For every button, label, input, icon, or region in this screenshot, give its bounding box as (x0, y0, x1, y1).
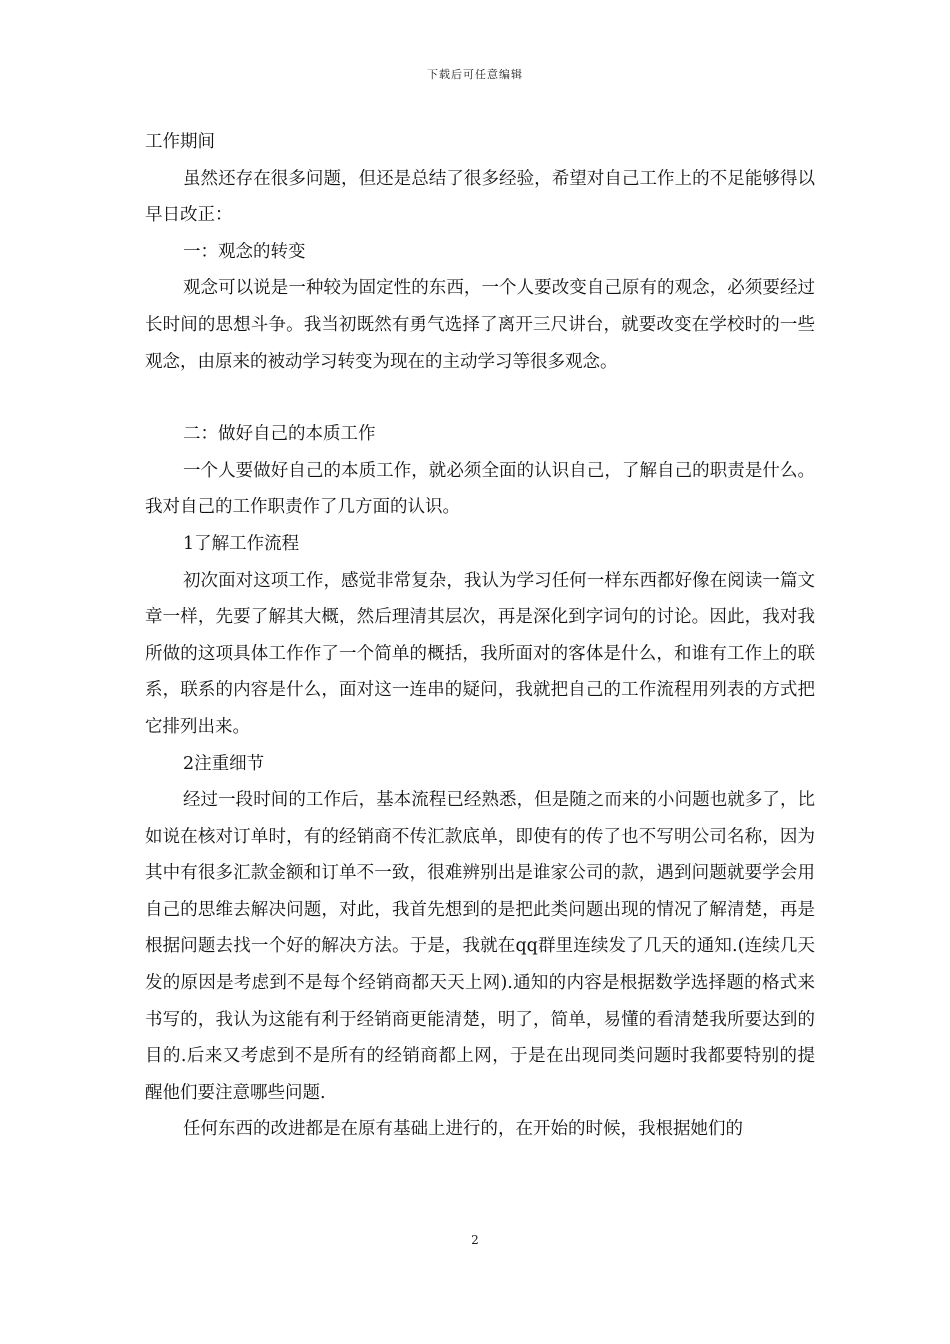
document-body (145, 124, 815, 1148)
paragraph-3: 观念可以说是一种较为固定性的东西，一个人要改变自己原有的观念，必须要经过长时间的思想斗争。我当初既然有勇气选择了离开三尺讲台，就要改变在学校时的一些观念，由原来的被动学习转变为现在的主动学习等很多观念。 (145, 278, 815, 372)
subheading-1: 1了解工作流程 (183, 533, 300, 554)
paragraph-6: 经过一段时间的工作后，基本流程已经熟悉，但是随之而来的小问题也就多了，比如说在核对订单时，有的经销商不传汇款底单，即使有的传了也不写明公司名称，因为其中有很多汇款金额和订单不一致，很难辨别出是谁家公司的款，遇到问题就要学会用自己的思维去解决问题，对此，我首先想到的是把此类问题出现的情况了解清楚，再是根据问题去找一个好的解决方法。于是，我就在qq群里连续发了几天的通知.(连续几天发的原因是考虑到不是每个经销商都天天上网).通知的内容是根据数学选择题的格式来书写的，我认为这能有利于经销商更能清楚，明了，简单，易懂的看清楚我所要达到的目的.后来又考虑到不是所有的经销商都上网，于是在出现同类问题时我都要特别的提醒他们要注意哪些问题. (145, 790, 815, 1103)
page-number: 2 (471, 1233, 479, 1247)
paragraph-2: 虽然还存在很多问题，但还是总结了很多经验，希望对自己工作上的不足能够得以早日改正： (145, 168, 815, 226)
section-heading-2: 二：做好自己的本质工作 (183, 424, 376, 445)
paragraph-4: 一个人要做好自己的本质工作，就必须全面的认识自己，了解自己的职责是什么。我对自己的工作职责作了几方面的认识。 (145, 460, 815, 518)
blank-line (145, 380, 815, 416)
section-heading-1: 一：观念的转变 (183, 241, 306, 262)
paragraph-1: 工作期间 (145, 132, 215, 152)
subheading-2: 2注重细节 (183, 753, 265, 774)
page-header: 下载后可任意编辑 (427, 68, 523, 81)
paragraph-7: 任何东西的改进都是在原有基础上进行的，在开始的时候，我根据她们的 (183, 1119, 743, 1140)
paragraph-5: 初次面对这项工作，感觉非常复杂，我认为学习任何一样东西都好像在阅读一篇文章一样，先要了解其大概，然后理清其层次，再是深化到字词句的讨论。因此，我对我所做的这项具体工作作了一个简单的概括，我所面对的客体是什么，和谁有工作上的联系，联系的内容是什么，面对这一连串的疑问，我就把自己的工作流程用列表的方式把它排列出来。 (145, 570, 815, 737)
